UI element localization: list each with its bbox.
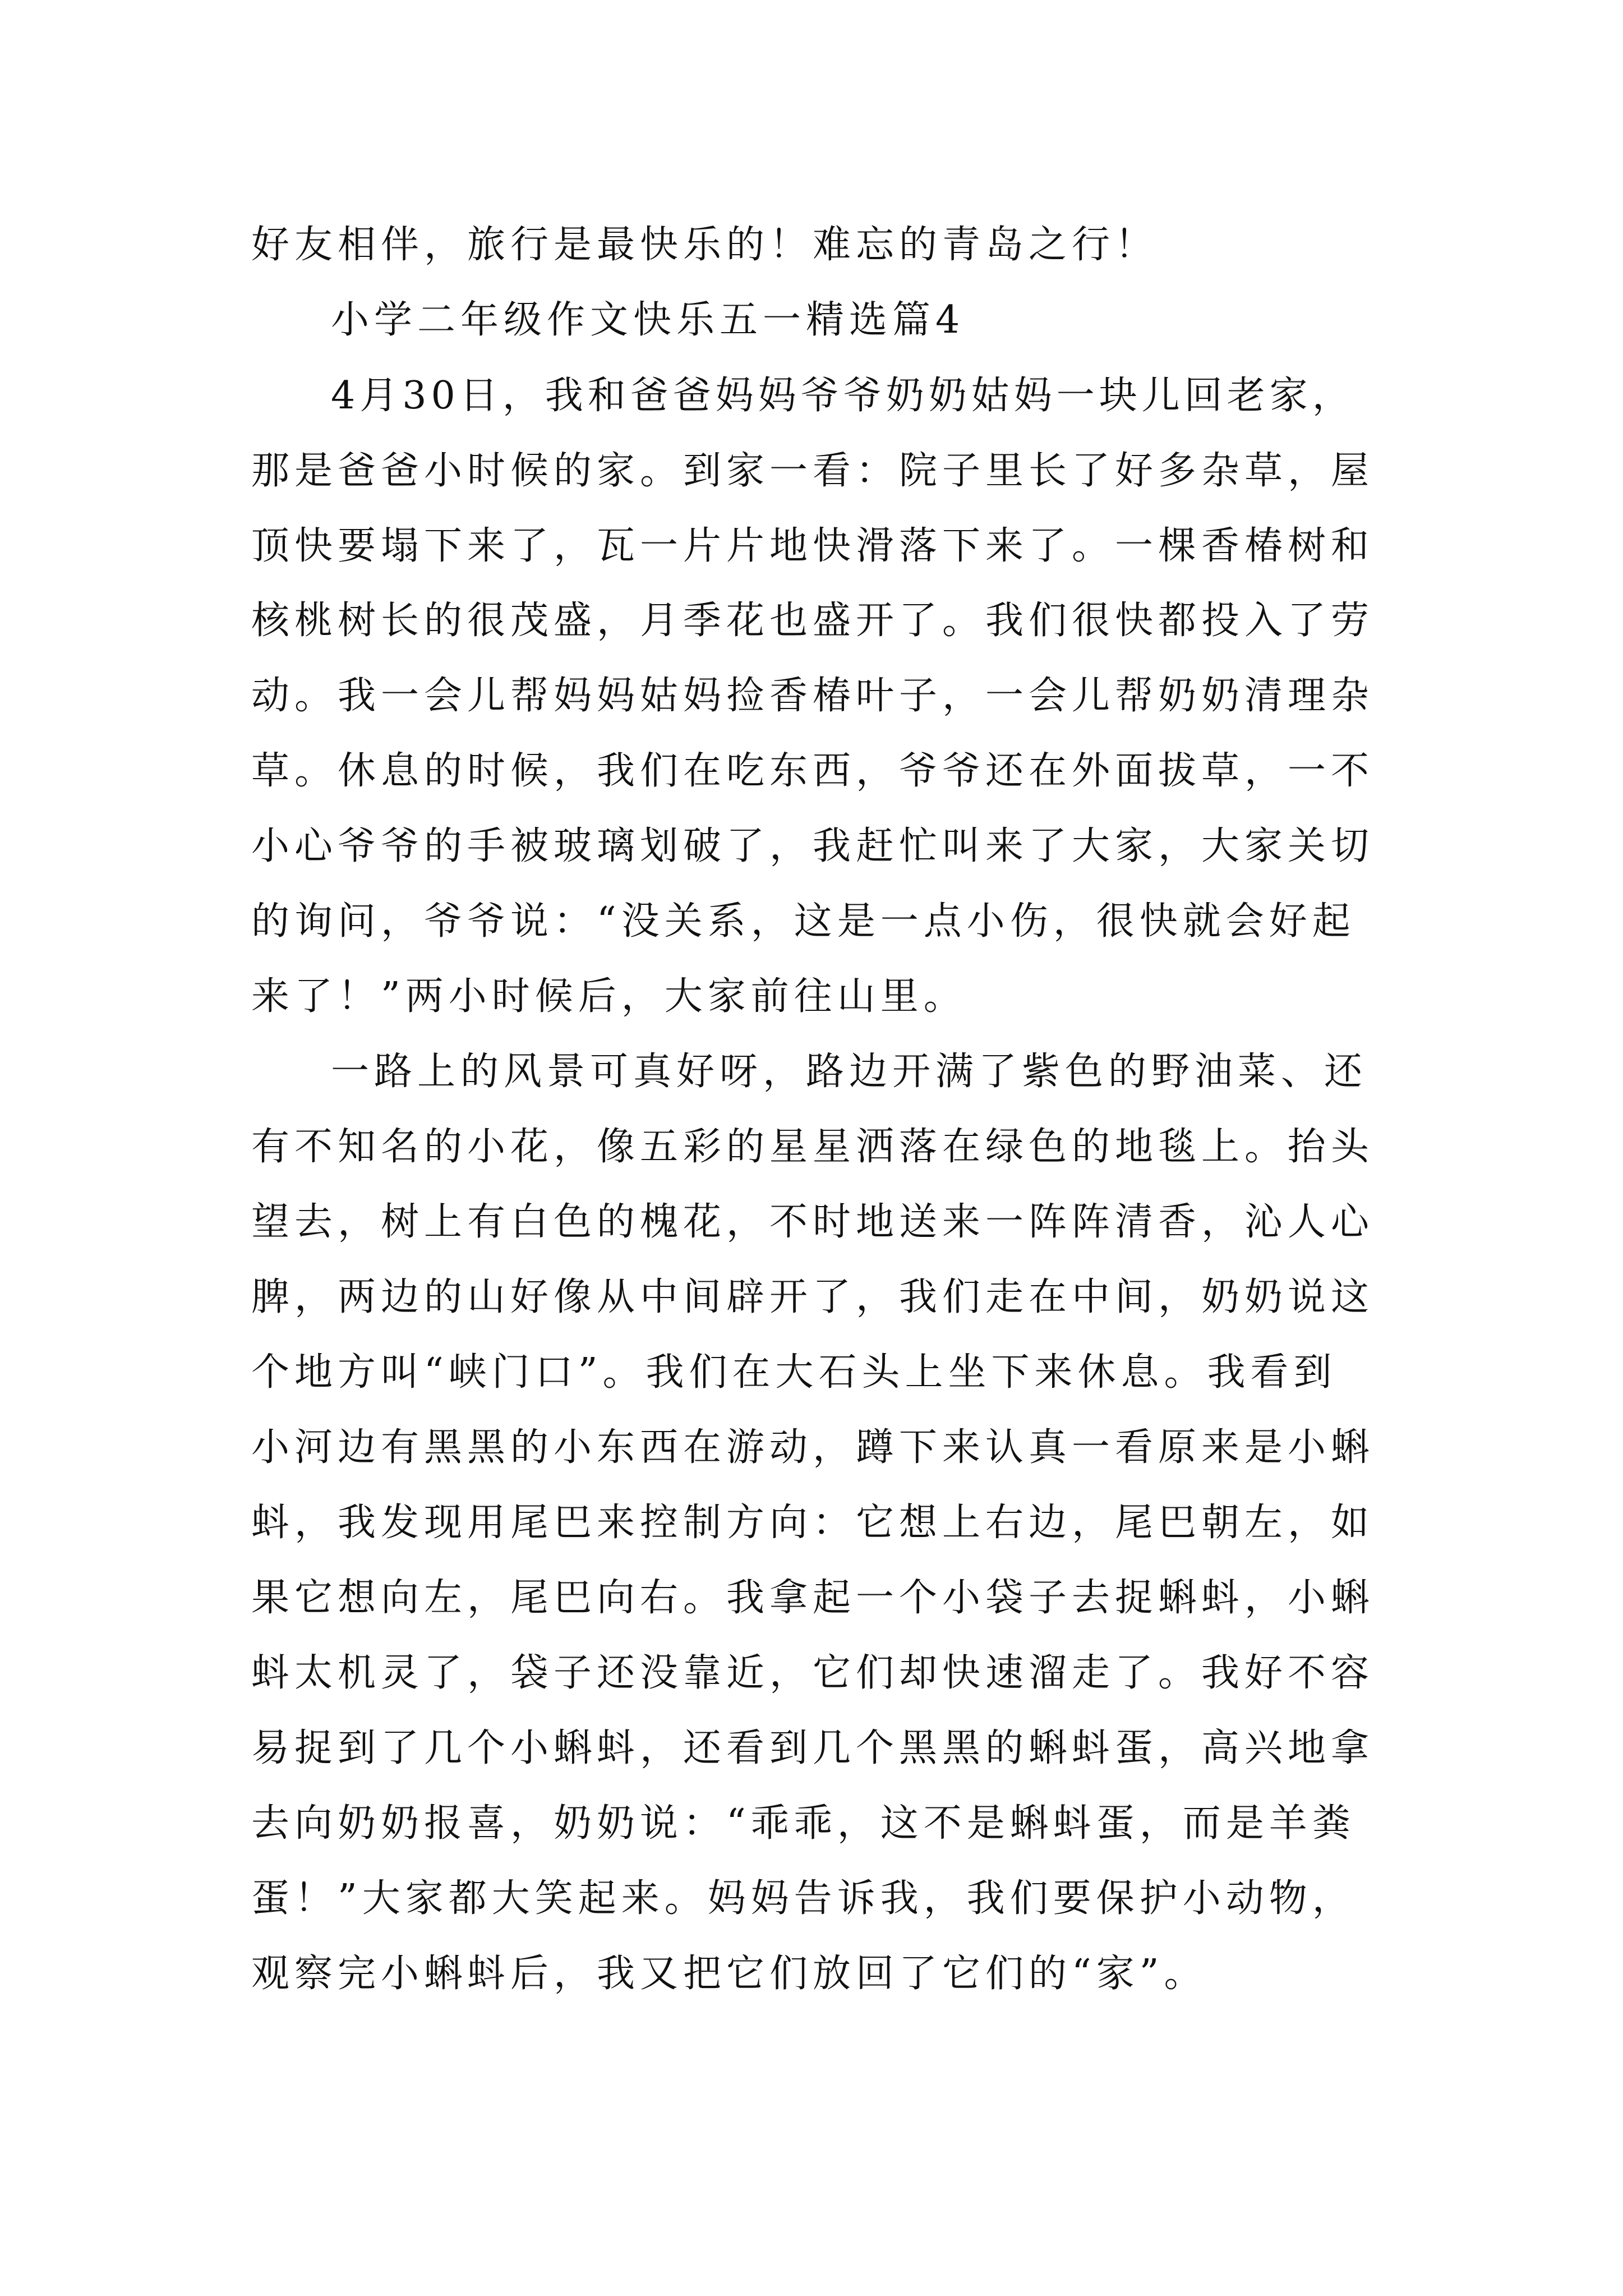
- paragraph-line: 动。我一会儿帮妈妈姑妈捡香椿叶子，一会儿帮奶奶清理杂: [251, 674, 1375, 718]
- paragraph-line: 4月30日，我和爸爸妈妈爷爷奶奶姑妈一块儿回老家，: [331, 374, 1355, 418]
- paragraph-line: 那是爸爸小时候的家。到家一看：院子里长了好多杂草，屋: [251, 449, 1375, 493]
- paragraph-line: 顶快要塌下来了，瓦一片片地快滑落下来了。一棵香椿树和: [251, 524, 1375, 568]
- paragraph-line: 蛋！”大家都大笑起来。妈妈告诉我，我们要保护小动物，: [251, 1876, 1355, 1921]
- paragraph-line: 观察完小蝌蚪后，我又把它们放回了它们的“家”。: [251, 1952, 1207, 1996]
- paragraph-line: 蚪太机灵了，袋子还没靠近，它们却快速溜走了。我好不容: [251, 1651, 1375, 1695]
- paragraph-line: 的询问，爷爷说：“没关系，这是一点小伤，很快就会好起: [251, 899, 1355, 944]
- paragraph-line: 一路上的风景可真好呀，路边开满了紫色的野油菜、还: [331, 1050, 1368, 1094]
- paragraph-line: 来了！”两小时候后，大家前往山里。: [251, 974, 967, 1019]
- paragraph-line: 易捉到了几个小蝌蚪，还看到几个黑黑的蝌蚪蛋，高兴地拿: [251, 1726, 1375, 1770]
- paragraph-line: 个地方叫“峡门口”。我们在大石头上坐下来休息。我看到: [251, 1350, 1337, 1395]
- continuation-line: 好友相伴，旅行是最快乐的！难忘的青岛之行！: [251, 223, 1159, 267]
- paragraph-line: 去向奶奶报喜，奶奶说：“乖乖，这不是蝌蚪蛋，而是羊粪: [251, 1801, 1355, 1846]
- paragraph-line: 望去，树上有白色的槐花，不时地送来一阵阵清香，沁人心: [251, 1200, 1375, 1244]
- paragraph-line: 小河边有黑黑的小东西在游动，蹲下来认真一看原来是小蝌: [251, 1425, 1375, 1470]
- paragraph-line: 小心爷爷的手被玻璃划破了，我赶忙叫来了大家，大家关切: [251, 824, 1375, 868]
- paragraph-line: 蚪，我发现用尾巴来控制方向：它想上右边，尾巴朝左，如: [251, 1501, 1375, 1545]
- paragraph-line: 脾，两边的山好像从中间辟开了，我们走在中间，奶奶说这: [251, 1275, 1375, 1319]
- paragraph-line: 草。休息的时候，我们在吃东西，爷爷还在外面拔草，一不: [251, 749, 1375, 793]
- paragraph-line: 核桃树长的很茂盛，月季花也盛开了。我们很快都投入了劳: [251, 599, 1375, 643]
- section-heading: 小学二年级作文快乐五一精选篇4: [331, 298, 965, 342]
- paragraph-line: 有不知名的小花，像五彩的星星洒落在绿色的地毯上。抬头: [251, 1125, 1375, 1169]
- paragraph-line: 果它想向左，尾巴向右。我拿起一个小袋子去捉蝌蚪，小蝌: [251, 1576, 1375, 1620]
